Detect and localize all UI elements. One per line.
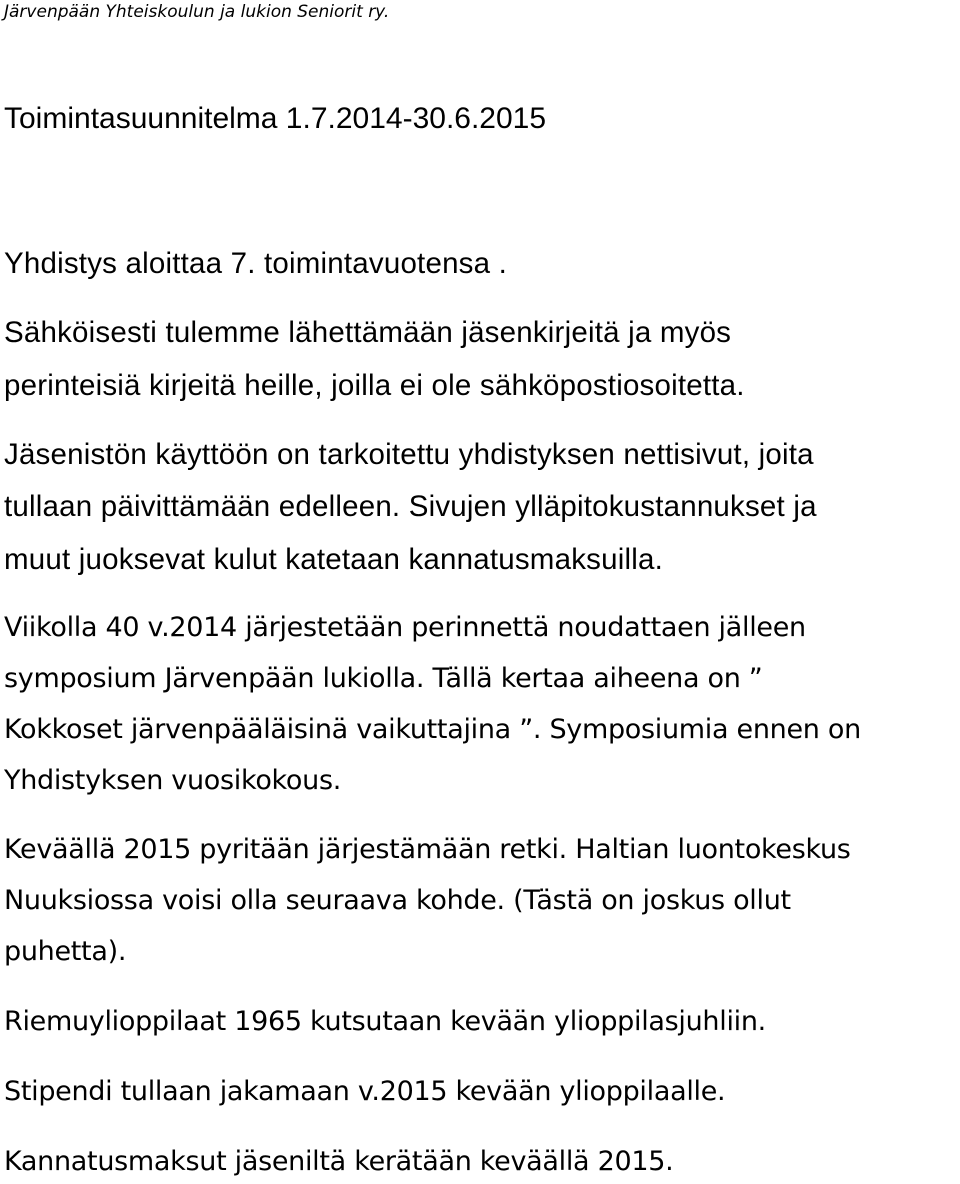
paragraph-line-10: Yhdistyksen vuosikokous. [4, 765, 342, 796]
paragraph-line-12: Nuuksiossa voisi olla seuraava kohde. (Tästä on joskus ollut [4, 885, 791, 916]
paragraph-line-3: perinteisiä kirjeitä heille, joilla ei ole sähköpostiosoitetta. [4, 369, 745, 402]
document-title: Toimintasuunnitelma 1.7.2014-30.6.2015 [4, 102, 547, 135]
paragraph-line-5: tullaan päivittämään edelleen. Sivujen ylläpitokustannukset ja [4, 490, 817, 523]
paragraph-line-16: Kannatusmaksut jäseniltä kerätään keväällä 2015. [4, 1146, 674, 1177]
paragraph-line-1: Yhdistys aloittaa 7. toimintavuotensa . [4, 247, 508, 280]
paragraph-line-15: Stipendi tullaan jakamaan v.2015 kevään ylioppilaalle. [4, 1076, 726, 1107]
paragraph-line-11: Keväällä 2015 pyritään järjestämään retki. Haltian luontokeskus [4, 834, 851, 865]
paragraph-line-9: Kokkoset järvenpääläisinä vaikuttajina ”. Symposiumia ennen on [4, 714, 861, 745]
paragraph-line-6: muut juoksevat kulut katetaan kannatusmaksuilla. [4, 543, 663, 576]
paragraph-line-13: puhetta). [4, 936, 127, 967]
paragraph-line-7: Viikolla 40 v.2014 järjestetään perinnettä noudattaen jälleen [4, 612, 806, 643]
paragraph-line-4: Jäsenistön käyttöön on tarkoitettu yhdistyksen nettisivut, joita [4, 438, 814, 471]
paragraph-line-14: Riemuylioppilaat 1965 kutsutaan kevään ylioppilasjuhliin. [4, 1006, 766, 1037]
organization-header: Järvenpään Yhteiskoulun ja lukion Seniorit ry. [4, 2, 390, 22]
paragraph-line-8: symposium Järvenpään lukiolla. Tällä kertaa aiheena on ” [4, 663, 763, 694]
paragraph-line-2: Sähköisesti tulemme lähettämään jäsenkirjeitä ja myös [4, 316, 732, 349]
